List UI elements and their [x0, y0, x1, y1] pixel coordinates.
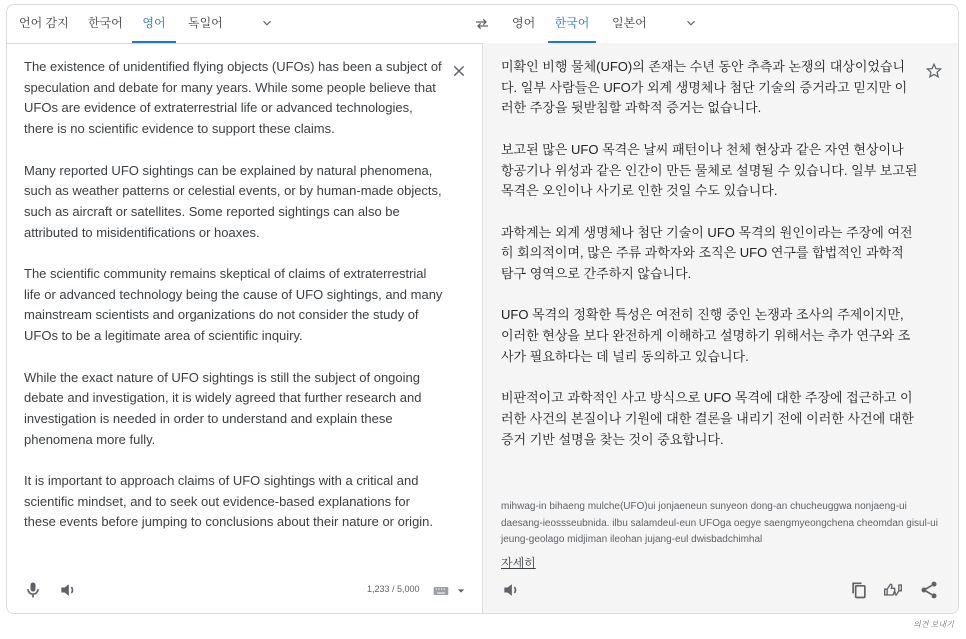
source-paragraph: The existence of unidentified flying objects (UFOs) has been a subject of speculation and debate for many years. While some people believe that UFOs are evidence of extraterrestrial life or advanced technologies, there is no scientific evidence to support these claims.: [24, 59, 442, 137]
copy-icon[interactable]: [849, 580, 869, 600]
translator-card: [6, 4, 959, 614]
source-tab-english[interactable]: 영어: [132, 5, 176, 43]
chevron-down-icon[interactable]: [260, 16, 274, 30]
source-tab-detect[interactable]: 언어 감지: [19, 16, 69, 30]
target-paragraph: 비판적이고 과학적인 사고 방식으로 UFO 목격에 대한 주장에 접근하고 이러한 사건의 본질이나 기원에 대한 결론을 내리기 전에 이러한 사건에 대한 증거 기반 설명을 찾는 것이 중요합니다.: [501, 390, 914, 447]
source-tab-korean[interactable]: 한국어: [88, 16, 123, 30]
swap-icon[interactable]: [474, 16, 490, 32]
keyboard-icon[interactable]: [433, 586, 449, 596]
source-paragraph: While the exact nature of UFO sightings is still the subject of ongoing debate and investigation, it is widely agreed that further research and investigation is needed in order to understand and explain these phenomena more fully.: [24, 369, 422, 447]
microphone-icon[interactable]: [23, 580, 43, 600]
romanization-text: mihwag-in bihaeng mulche(UFO)ui jonjaeneun sunyeon dong-an chucheuggwa nonjaeng-ui daesang-ieossseubnida. ilbu salamdeul-eun UFOga oegye saengmyeongchena cheomdan gisul-ui jeung-geolago midjiman ileohan jujang-eul dwisbadchimhal: [501, 501, 938, 545]
source-tab-german[interactable]: 독일어: [188, 16, 223, 30]
panel-divider: [482, 43, 483, 613]
target-tab-japanese[interactable]: 일본어: [612, 16, 647, 30]
send-feedback-link[interactable]: 의견 보내기: [913, 620, 954, 629]
more-link[interactable]: 자세히: [501, 556, 536, 570]
share-icon[interactable]: [919, 580, 939, 600]
speaker-icon[interactable]: [58, 580, 78, 600]
source-paragraph: The scientific community remains skeptical of claims of extraterrestrial life or advanced technology being the cause of UFO sightings, and many mainstream scientists and organizations do not consider the study of UFOs to be a legitimate area of scientific inquiry.: [24, 266, 443, 344]
close-icon[interactable]: [451, 63, 467, 79]
chevron-down-icon[interactable]: [457, 587, 465, 595]
speaker-icon[interactable]: [501, 580, 521, 600]
target-tab-korean[interactable]: 한국어: [548, 5, 596, 43]
chevron-down-icon[interactable]: [684, 16, 698, 30]
target-tab-english[interactable]: 영어: [512, 16, 536, 30]
target-paragraph: UFO 목격의 정확한 특성은 여전히 진행 중인 논쟁과 조사의 주제이지만, 이러한 현상을 보다 완전하게 이해하고 설명하기 위해서는 추가 연구와 조사가 필요하다는 데 널리 동의하고 있습니다.: [501, 307, 911, 364]
translation-output: [501, 57, 919, 471]
source-input[interactable]: [24, 57, 444, 554]
star-icon[interactable]: [925, 62, 943, 80]
language-bar: [7, 5, 958, 44]
character-counter: 1,233 / 5,000: [367, 584, 420, 594]
source-paragraph: Many reported UFO sightings can be explained by natural phenomena, such as weather patterns or celestial events, or by human-made objects, such as aircraft or satellites. Some reported sightings can also be attributed to misidentifications or hoaxes.: [24, 162, 442, 240]
target-paragraph: 보고된 많은 UFO 목격은 날씨 패턴이나 천체 현상과 같은 자연 현상이나 항공기나 위성과 같은 인간이 만든 물체로 설명될 수 있습니다. 일부 보고된 목격은 오인이나 사기로 인한 것일 수도 있습니다.: [501, 141, 918, 199]
thumbs-icon[interactable]: [883, 580, 903, 600]
target-paragraph: 과학계는 외계 생명체나 첨단 기술이 UFO 목격의 원인이라는 주장에 여전히 회의적이며, 많은 주류 과학자와 조직은 UFO 연구를 합법적인 과학적 탐구 영역으로 간주하지 않습니다.: [501, 224, 913, 281]
target-paragraph: 미확인 비행 물체(UFO)의 존재는 수년 동안 추측과 논쟁의 대상이었습니다. 일부 사람들은 UFO가 외계 생명체나 첨단 기술의 증거라고 믿지만 이러한 주장을 뒷받침할 과학적 증거는 없습니다.: [501, 59, 908, 116]
source-paragraph: It is important to approach claims of UFO sightings with a critical and scientific mindset, and to seek out evidence-based explanations for these events before jumping to conclusions about their nature or origin.: [24, 473, 434, 530]
